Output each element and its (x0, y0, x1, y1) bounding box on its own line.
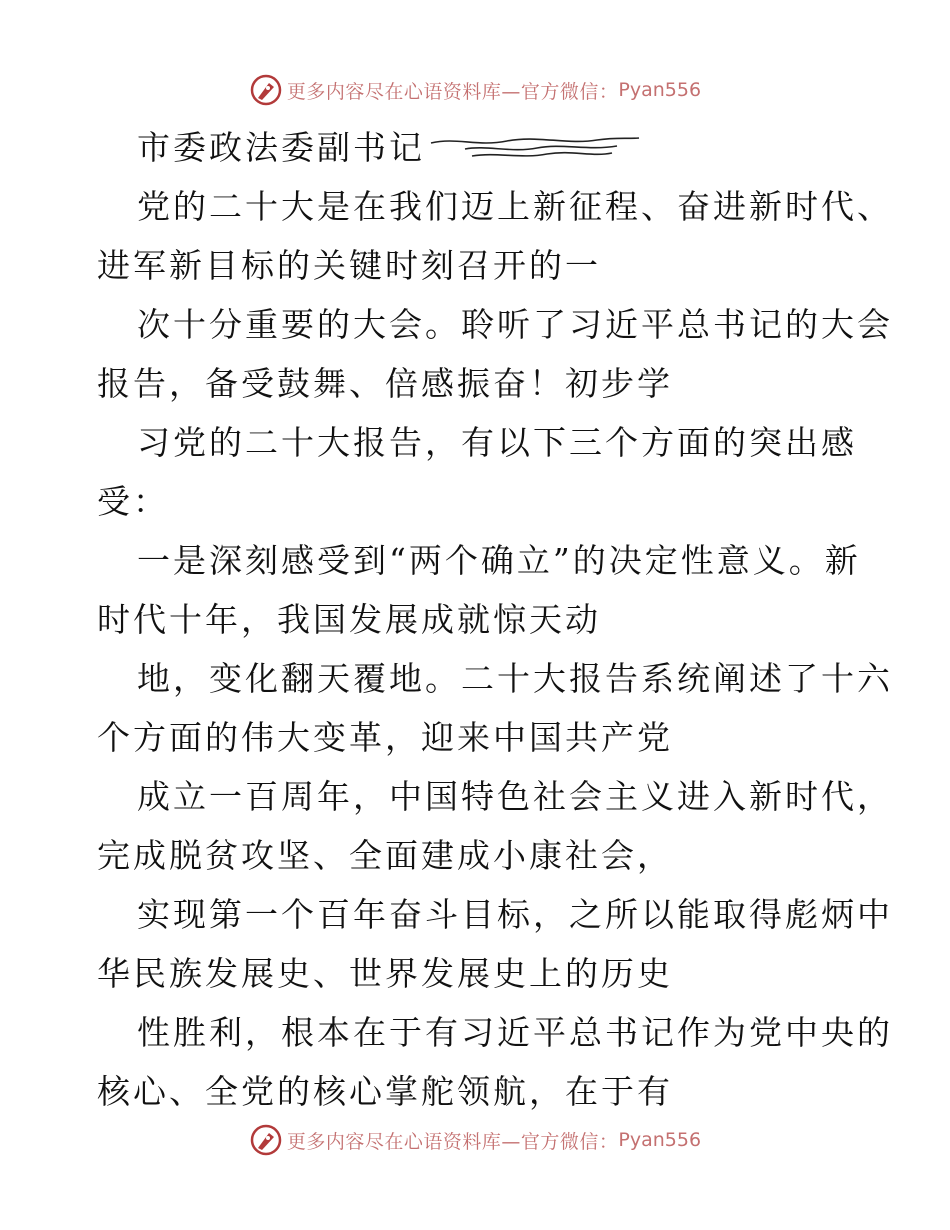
document-title-line (97, 118, 857, 177)
paragraph-line: 党的二十大是在我们迈上新征程、奋进新时代、 (137, 187, 893, 226)
handwritten-squiggle-mark (427, 131, 642, 165)
watermark-text: 更多内容尽在心语资料库—官方微信： (286, 80, 619, 103)
watermark-handle: Pyan556 (618, 1129, 702, 1151)
paragraph-line: 习党的二十大报告，有以下三个方面的突出感 (137, 423, 857, 462)
paragraph-line: 实现第一个百年奋斗目标，之所以能取得彪炳中 (137, 895, 893, 934)
watermark-text: 更多内容尽在心语资料库—官方微信： (286, 1130, 619, 1153)
paragraph-line: 核心、全党的核心掌舵领航，在于有 (97, 1072, 673, 1111)
paragraph-line: 华民族发展史、世界发展史上的历史 (97, 954, 673, 993)
header-watermark-banner (0, 70, 950, 110)
paragraph-line: 时代十年，我国发展成就惊天动 (97, 600, 601, 639)
pen-nib-logo-icon (249, 1123, 283, 1157)
paragraph-line: 成立一百周年，中国特色社会主义进入新时代， (137, 777, 893, 816)
paragraph-line: 报告，备受鼓舞、倍感振奋！初步学 (97, 364, 673, 403)
watermark-handle: Pyan556 (618, 79, 702, 101)
paragraph-line: 进军新目标的关键时刻召开的一 (97, 246, 601, 285)
paragraph-line: 一是深刻感受到“两个确立”的决定性意义。新 (137, 541, 861, 580)
footer-watermark-banner (0, 1120, 950, 1160)
document-title: 市委政法委副书记 (137, 128, 425, 167)
pen-nib-logo-icon (249, 73, 283, 107)
paragraph-line: 地，变化翻天覆地。二十大报告系统阐述了十六 (137, 659, 893, 698)
paragraph-line: 受： (97, 482, 169, 521)
paragraph-line: 个方面的伟大变革，迎来中国共产党 (97, 718, 673, 757)
paragraph-line: 次十分重要的大会。聆听了习近平总书记的大会 (137, 305, 893, 344)
paragraph-line: 性胜利，根本在于有习近平总书记作为党中央的 (137, 1013, 893, 1052)
paragraph-line: 完成脱贫攻坚、全面建成小康社会， (97, 836, 673, 875)
document-body (97, 118, 893, 1121)
